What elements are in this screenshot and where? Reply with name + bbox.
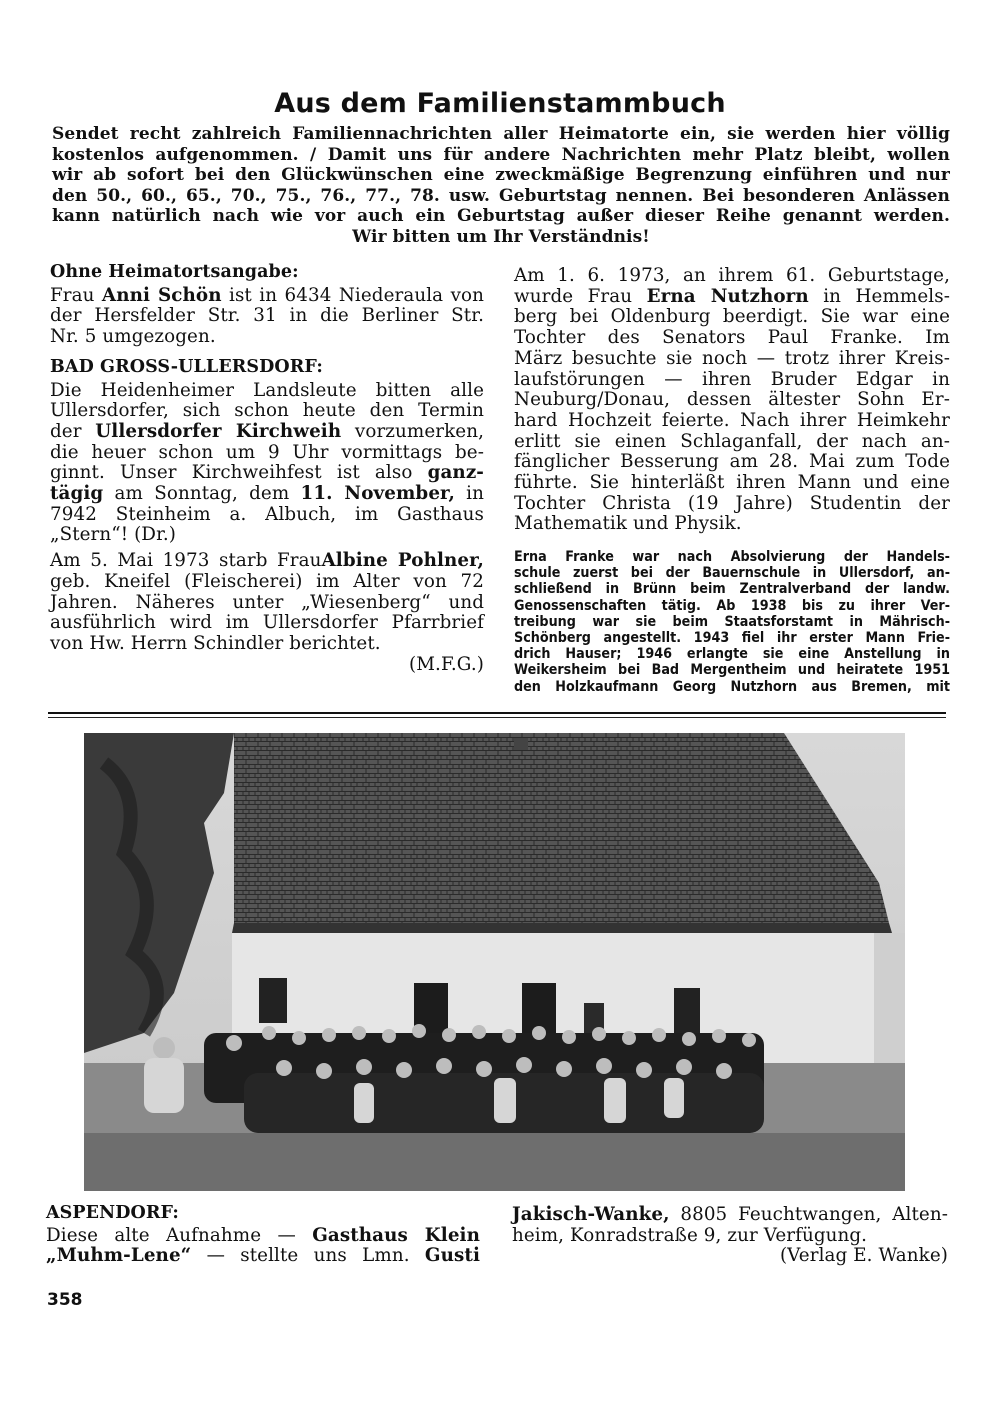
text-line: hard Hochzeit feierte. Nach ihrer Heimkehr — [514, 409, 950, 431]
text-line: die heuer schon um 9 Uhr vormittags be- — [50, 441, 484, 463]
biography-note — [514, 549, 950, 695]
small-line: den Holzkaufmann Georg Nutzhorn aus Bremen, mit — [514, 678, 950, 695]
text-line: 7942 Steinheim a. Albuch, im Gasthaus — [50, 503, 484, 525]
text-line: Neuburg/Donau, dessen ältester Sohn Er- — [514, 389, 950, 411]
left-column — [50, 262, 484, 675]
text-line: Tochter Christa (19 Jahre) Studentin der — [514, 492, 950, 514]
page-number: 358 — [47, 1290, 83, 1310]
text-line: März besuchte sie noch — trotz ihrer Kreis- — [514, 347, 950, 369]
intro-line: Wir bitten um Ihr Verständnis! — [352, 226, 650, 247]
text-line: führte. Sie hinterläßt ihren Mann und eine — [514, 472, 950, 494]
text-line: Tochter des Senators Paul Franke. Im — [514, 327, 950, 349]
text-line: Diese alte Aufnahme — Gasthaus Klein — [46, 1224, 480, 1246]
text-line: tägig am Sonntag, dem 11. November, in — [50, 483, 484, 505]
text-line: (Verlag E. Wanke) — [779, 1245, 948, 1267]
text-line: Frau Anni Schön ist in 6434 Niederaula von — [50, 284, 484, 306]
text-line: Jakisch-Wanke, 8805 Feuchtwangen, Alten- — [512, 1204, 948, 1225]
small-line: treibung war sie beim Staatsforstamt in Mährisch- — [514, 613, 950, 630]
text-line: „Muhm-Lene“ — stellte uns Lmn. Gusti — [46, 1245, 480, 1267]
intro-line: den 50., 60., 65., 70., 75., 76., 77., 78. usw. Geburtstag nennen. Bei besonderen Anlässen — [52, 185, 950, 206]
intro-notice — [52, 124, 950, 248]
intro-line: wir ab sofort bei den Glückwünschen eine zweckmäßige Begrenzung einführen und nur — [52, 165, 950, 186]
divider — [48, 712, 946, 714]
text-line: erlitt sie einen Schlaganfall, der nach an- — [514, 430, 950, 452]
intro-line: kann natürlich nach wie vor auch ein Geburtstag außer dieser Reihe genannt werden. — [52, 206, 950, 227]
section-heading-aspendorf: ASPENDORF: — [46, 1203, 179, 1223]
small-line: Schönberg angestellt. 1943 fiel ihr erster Mann Frie- — [514, 630, 950, 647]
small-line: drich Hauser; 1946 erlangte sie eine Anstellung in — [514, 646, 950, 663]
text-line: ausführlich wird im Ullersdorfer Pfarrbrief — [50, 612, 484, 634]
page-title: Aus dem Familienstammbuch — [274, 88, 726, 119]
text-line: Mathematik und Physik. — [514, 513, 742, 535]
text-line: fänglicher Besserung am 28. Mai zum Tode — [514, 451, 950, 473]
text-line: Ullersdorfer, sich schon heute den Termin — [50, 400, 484, 422]
intro-line: Sendet recht zahlreich Familiennachrichten aller Heimatorte ein, sie werden hier völlig — [52, 124, 950, 144]
intro-line: kostenlos aufgenommen. / Damit uns für andere Nachrichten mehr Platz bleibt, wollen — [52, 144, 950, 165]
historic-photo-gasthaus — [84, 733, 905, 1191]
small-line: schließend in Brünn beim Zentralverband der landw. — [514, 581, 950, 598]
text-line: Am 1. 6. 1973, an ihrem 61. Geburtstage, — [514, 265, 950, 286]
text-line: laufstörungen — ihren Bruder Edgar in — [514, 368, 950, 390]
signature: (M.F.G.) — [408, 653, 484, 675]
right-column — [514, 266, 950, 535]
section-heading-bad-gross-ullersdorf: BAD GROSS-ULLERSDORF: — [50, 356, 323, 377]
text-line: der Hersfelder Str. 31 in die Berliner Str. — [50, 305, 484, 327]
text-line: berg bei Oldenburg beerdigt. Sie war eine — [514, 306, 950, 328]
text-line: heim, Konradstraße 9, zur Verfügung. — [512, 1224, 868, 1246]
small-line: Erna Franke war nach Absolvierung der Handels- — [514, 549, 950, 565]
caption-continued — [512, 1205, 948, 1267]
text-line: Am 5. Mai 1973 starb FrauAlbine Pohlner, — [50, 550, 484, 572]
text-line: „Stern“! (Dr.) — [50, 524, 177, 546]
text-line: von Hw. Herrn Schindler berichtet. — [50, 632, 381, 654]
text-line: ginnt. Unser Kirchweihfest ist also ganz- — [50, 462, 484, 484]
text-line: wurde Frau Erna Nutzhorn in Hemmels- — [514, 285, 950, 307]
section-heading-ohne: Ohne Heimatortsangabe: — [50, 262, 299, 282]
small-line: Weikersheim bei Bad Mergentheim und heiratete 1951 — [514, 662, 950, 679]
text-line: der Ullersdorfer Kirchweih vorzumerken, — [50, 420, 484, 442]
text-line: Die Heidenheimer Landsleute bitten alle — [50, 379, 484, 401]
text-line: Jahren. Näheres unter „Wiesenberg“ und — [50, 591, 484, 613]
divider — [48, 717, 946, 718]
small-line: schule zuerst bei der Bauernschule in Ullersdorf, an- — [514, 565, 950, 582]
caption-aspendorf — [46, 1203, 480, 1267]
small-line: Genossenschaften tätig. Ab 1938 bis zu ihrer Ver- — [514, 597, 950, 614]
text-line: geb. Kneifel (Fleischerei) im Alter von 72 — [50, 570, 484, 592]
text-line: Nr. 5 umgezogen. — [50, 326, 216, 348]
